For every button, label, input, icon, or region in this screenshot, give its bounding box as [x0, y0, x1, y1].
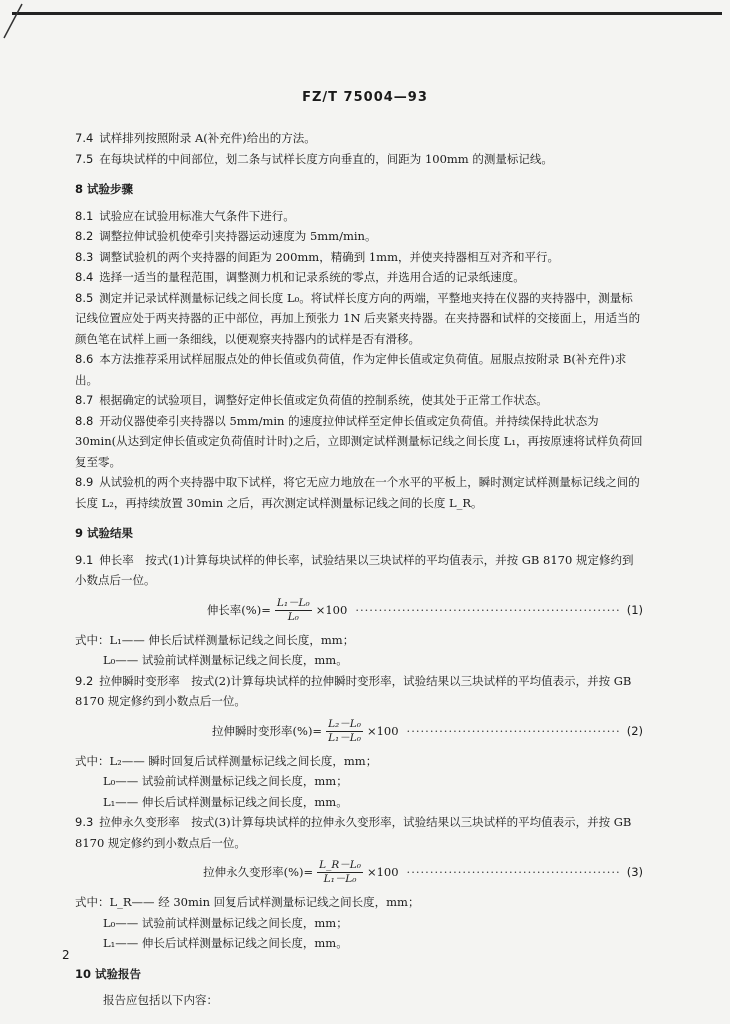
step-8-8: 8.8 开动仪器使牵引夹持器以 5mm/min 的速度拉伸试样至定伸长值或定负荷值。并持续保持此状态为 30min(从达到定伸长值或定负荷值时计时)之后，立即测定试样测量标记线之间长度 L₁，再按原速将试样负荷回复至零。	[75, 413, 643, 469]
step-8-2: 8.2 调整拉伸试验机使牵引夹持器运动速度为 5mm/min。	[75, 229, 377, 243]
formula-2-multiplier: ×100	[366, 723, 399, 738]
step-8-3: 8.3 调整试验机的两个夹持器的间距为 200mm，精确到 1mm，并使夹持器相互对齐和平行。	[75, 249, 559, 264]
where-3a: 式中：L_R—— 经 30min 回复后试样测量标记线之间长度，mm；	[75, 895, 420, 909]
where-2a: 式中：L₂—— 瞬时回复后试样测量标记线之间长度，mm；	[75, 753, 378, 768]
item-7-4: 7.4 试样排列按照附录 A(补充件)给出的方法。	[75, 131, 316, 145]
formula-1-multiplier: ×100	[315, 602, 348, 617]
formula-2-number: (2)	[626, 723, 643, 738]
formula-3-denominator: L₁－L₀	[323, 873, 357, 885]
formula-3-number: (3)	[626, 865, 643, 880]
result-9-2: 9.2 拉伸瞬时变形率 按式(2)计算每块试样的拉伸瞬时变形率，试验结果以三块试样的平均值表示，并按 GB 8170 规定修约到小数点后一位。	[75, 673, 632, 708]
formula-3-numerator: L_R－L₀	[319, 859, 361, 871]
step-8-4: 8.4 选择一适当的量程范围，调整测力机和记录系统的零点，并选用合适的记录纸速度。	[75, 270, 525, 284]
formula-3-leader: ··············································	[406, 865, 621, 880]
formula-1-fraction	[275, 597, 312, 624]
formula-2-fraction	[326, 718, 363, 745]
scan-border-top	[12, 12, 722, 15]
formula-2-denominator: L₁－L₀	[328, 731, 361, 744]
where-3b: L₀—— 试验前试样测量标记线之间长度，mm；	[103, 915, 348, 930]
formula-3	[75, 859, 643, 886]
formula-1-leader: ·························································	[355, 602, 621, 617]
item-7-5: 7.5 在每块试样的中间部位，划二条与试样长度方向垂直的，间距为 100mm 的测量标记线。	[75, 151, 553, 166]
step-8-9: 8.9 从试验机的两个夹持器中取下试样，将它无应力地放在一个水平的平板上，瞬时测定试样测量标记线之间的长度 L₂，再持续放置 30min 之后，再次测定试样测量标记线之间的长度 L_R。	[75, 475, 640, 510]
section-8-title: 8 试验步骤	[75, 182, 134, 196]
step-8-6: 8.6 本方法推荐采用试样屈服点处的伸长值或负荷值，作为定伸长值或定负荷值。屈服点按附录 B(补充件)求出。	[75, 352, 627, 387]
formula-1-number: (1)	[626, 602, 643, 617]
document-header: FZ/T 75004—93	[302, 90, 428, 105]
step-8-7: 8.7 根据确定的试验项目，调整好定伸长值或定负荷值的控制系统，使其处于正常工作状态。	[75, 393, 548, 407]
page-number: 2	[62, 948, 70, 962]
step-8-1: 8.1 试验应在试验用标准大气条件下进行。	[75, 208, 295, 223]
formula-2-numerator: L₂－L₀	[328, 717, 361, 730]
formula-3-name: 拉伸永久变形率(%)=	[203, 865, 314, 880]
formula-1	[75, 597, 643, 624]
where-1b: L₀—— 试验前试样测量标记线之间长度，mm。	[103, 653, 348, 667]
document-body	[75, 128, 643, 1011]
report-intro: 报告应包括以下内容：	[103, 993, 218, 1007]
formula-1-name: 伸长率(%)=	[206, 602, 271, 617]
where-2b: L₀—— 试验前试样测量标记线之间长度，mm；	[103, 774, 348, 788]
formula-1-denominator: L₀	[287, 610, 299, 623]
where-2c: L₁—— 伸长后试样测量标记线之间长度，mm。	[103, 794, 348, 809]
section-9-title: 9 试验结果	[75, 526, 134, 540]
scan-corner-mark	[0, 0, 40, 40]
formula-2	[75, 718, 643, 745]
formula-2-name: 拉伸瞬时变形率(%)=	[212, 723, 323, 738]
result-9-3: 9.3 拉伸永久变形率 按式(3)计算每块试样的拉伸永久变形率，试验结果以三块试样的平均值表示，并按 GB 8170 规定修约到小数点后一位。	[75, 815, 632, 850]
result-9-1: 9.1 伸长率 按式(1)计算每块试样的伸长率，试验结果以三块试样的平均值表示，并按 GB 8170 规定修约到小数点后一位。	[75, 552, 634, 587]
step-8-5: 8.5 测定并记录试样测量标记线之间长度 L₀。将试样长度方向的两端，平整地夹持在仪器的夹持器中，测量标记线位置应处于两夹持器的正中部位，再加上预张力 1N 后夹紧夹持器。在夹持器和试样的交接面上，用适当的颜色笔在试样上画一条细线，以便观察夹持器内的试样是否有滑移。	[75, 290, 641, 346]
where-1a: 式中：L₁—— 伸长后试样测量标记线之间长度，mm；	[75, 632, 355, 647]
formula-3-multiplier: ×100	[366, 865, 399, 880]
section-10-title: 10 试验报告	[75, 966, 142, 981]
formula-2-leader: ··············································	[406, 723, 621, 738]
where-3c: L₁—— 伸长后试样测量标记线之间长度，mm。	[103, 936, 348, 950]
formula-3-fraction	[317, 859, 363, 886]
formula-1-numerator: L₁－L₀	[276, 596, 310, 609]
